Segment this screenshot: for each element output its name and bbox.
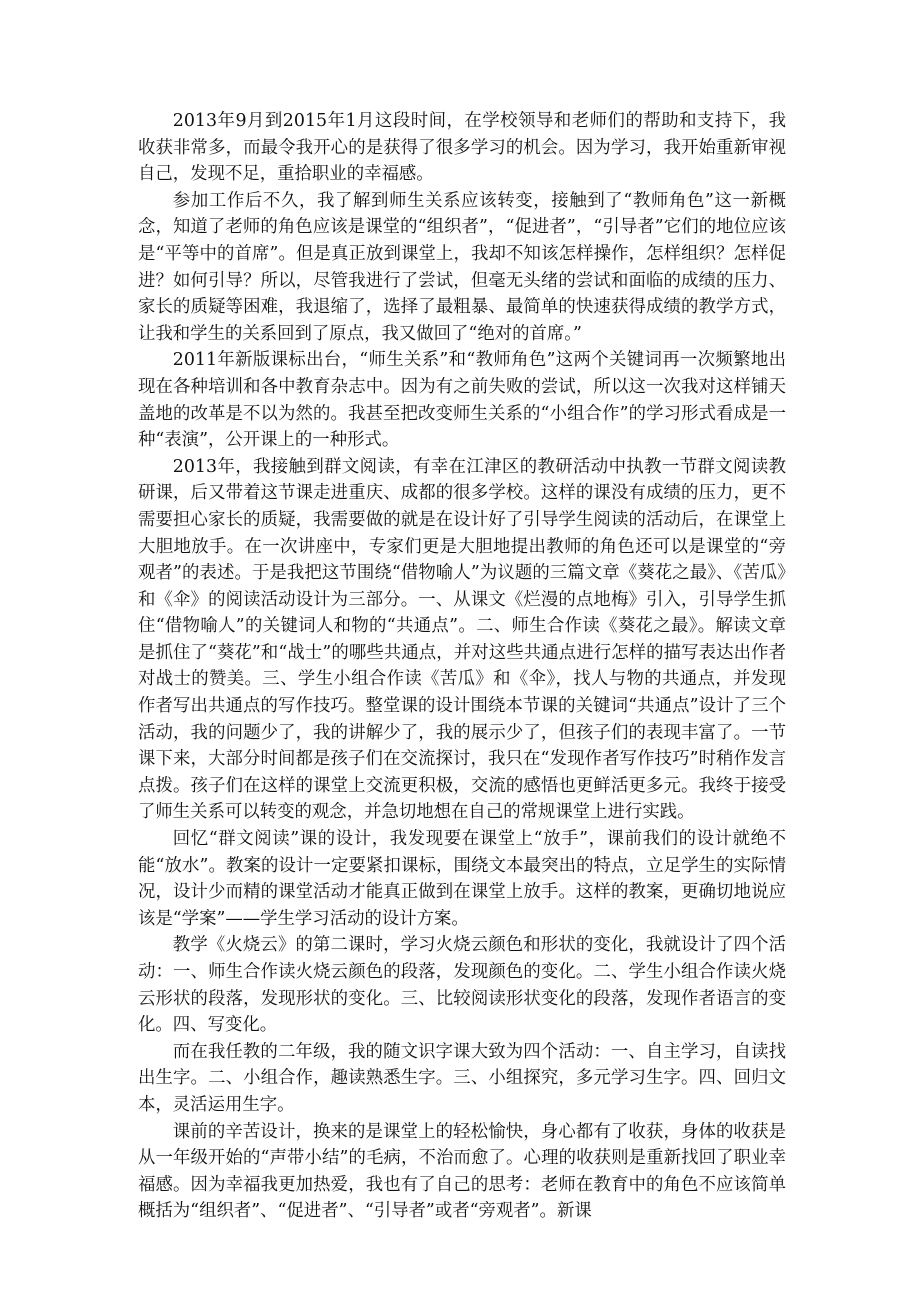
paragraph-2: 参加工作后不久，我了解到师生关系应该转变，接触到了“教师角色”这一新概念，知道了老师的角色应该是课堂的“组织者”，“促进者”，“引导者”它们的地位应该是“平等中的首席”。但是真正放到课堂上，我却不知该怎样操作，怎样组织？怎样促进？如何引导？所以，尽管我进行了尝试，但毫无头绪的尝试和面临的成绩的压力、家长的质疑等困难，我退缩了，选择了最粗暴、最简单的快速获得成绩的教学方式，让我和学生的关系回到了原点，我又做回了“绝对的首席。” [138, 190, 786, 344]
paragraph-8: 课前的辛苦设计，换来的是课堂上的轻松愉快，身心都有了收获，身体的收获是从一年级开始的“声带小结”的毛病，不治而愈了。心理的收获则是重新找回了职业幸福感。因为幸福我更加热爱，我也有了自己的思考：老师在教育中的角色不应该简单概括为“组织者”、“促进者”、“引导者”或者“旁观者”。新课 [138, 1121, 786, 1222]
paragraph-4: 2013年，我接触到群文阅读，有幸在江津区的教研活动中执教一节群文阅读教研课，后又带着这节课走进重庆、成都的很多学校。这样的课没有成绩的压力，更不需要担心家长的质疑，我需要做的就是在设计好了引导学生阅读的活动后，在课堂上大胆地放手。在一次讲座中，专家们更是大胆地提出教师的角色还可以是课堂的“旁观者”的表述。于是我把这节围绕“借物喻人”为议题的三篇文章《葵花之最》、《苦瓜》和《伞》的阅读活动设计为三部分。一、从课文《烂漫的点地梅》引入，引导学生抓住“借物喻人”的关键词人和物的“共通点”。二、师生合作读《葵花之最》。解读文章是抓住了“葵花”和“战士”的哪些共通点，并对这些共通点进行怎样的描写表达出作者对战士的赞美。三、学生小组合作读《苦瓜》和《伞》，找人与物的共通点，并发现作者写出共通点的写作技巧。整堂课的设计围绕本节课的关键词“共通点”设计了三个活动，我的问题少了，我的讲解少了，我的展示少了，但孩子们的表现丰富了。一节课下来，大部分时间都是孩子们在交流探讨，我只在“发现作者写作技巧”时稍作发言点拨。孩子们在这样的课堂上交流更积极，交流的感悟也更鲜活更多元。我终于接受了师生关系可以转变的观念，并急切地想在自己的常规课堂上进行实践。 [138, 456, 786, 823]
paragraph-5: 回忆“群文阅读”课的设计，我发现要在课堂上“放手”，课前我们的设计就绝不能“放水”。教案的设计一定要紧扣课标，围绕文本最突出的特点，立足学生的实际情况，设计少而精的课堂活动才能真正做到在课堂上放手。这样的教案，更确切地说应该是“学案”——学生学习活动的设计方案。 [138, 829, 786, 929]
paragraph-1: 2013年9月到2015年1月这段时间，在学校领导和老师们的帮助和支持下，我收获非常多，而最令我开心的是获得了很多学习的机会。因为学习，我开始重新审视自己，发现不足，重拾职业的幸福感。 [138, 111, 786, 185]
paragraph-3: 2011年新版课标出台，“师生关系”和“教师角色”这两个关键词再一次频繁地出现在各种培训和各中教育杂志中。因为有之前失败的尝试，所以这一次我对这样铺天盖地的改革是不以为然的。我甚至把改变师生关系的“小组合作”的学习形式看成是一种“表演”，公开课上的一种形式。 [138, 350, 786, 451]
paragraph-7: 而在我任教的二年级，我的随文识字课大致为四个活动：一、自主学习，自读找出生字。二、小组合作，趣读熟悉生字。三、小组探究，多元学习生字。四、回归文本，灵活运用生字。 [138, 1041, 786, 1115]
paragraph-6: 教学《火烧云》的第二课时，学习火烧云颜色和形状的变化，我就设计了四个活动：一、师生合作读火烧云颜色的段落，发现颜色的变化。二、学生小组合作读火烧云形状的段落，发现形状的变化。三、比较阅读形状变化的段落，发现作者语言的变化。四、写变化。 [138, 935, 786, 1036]
document-body [138, 108, 786, 1225]
